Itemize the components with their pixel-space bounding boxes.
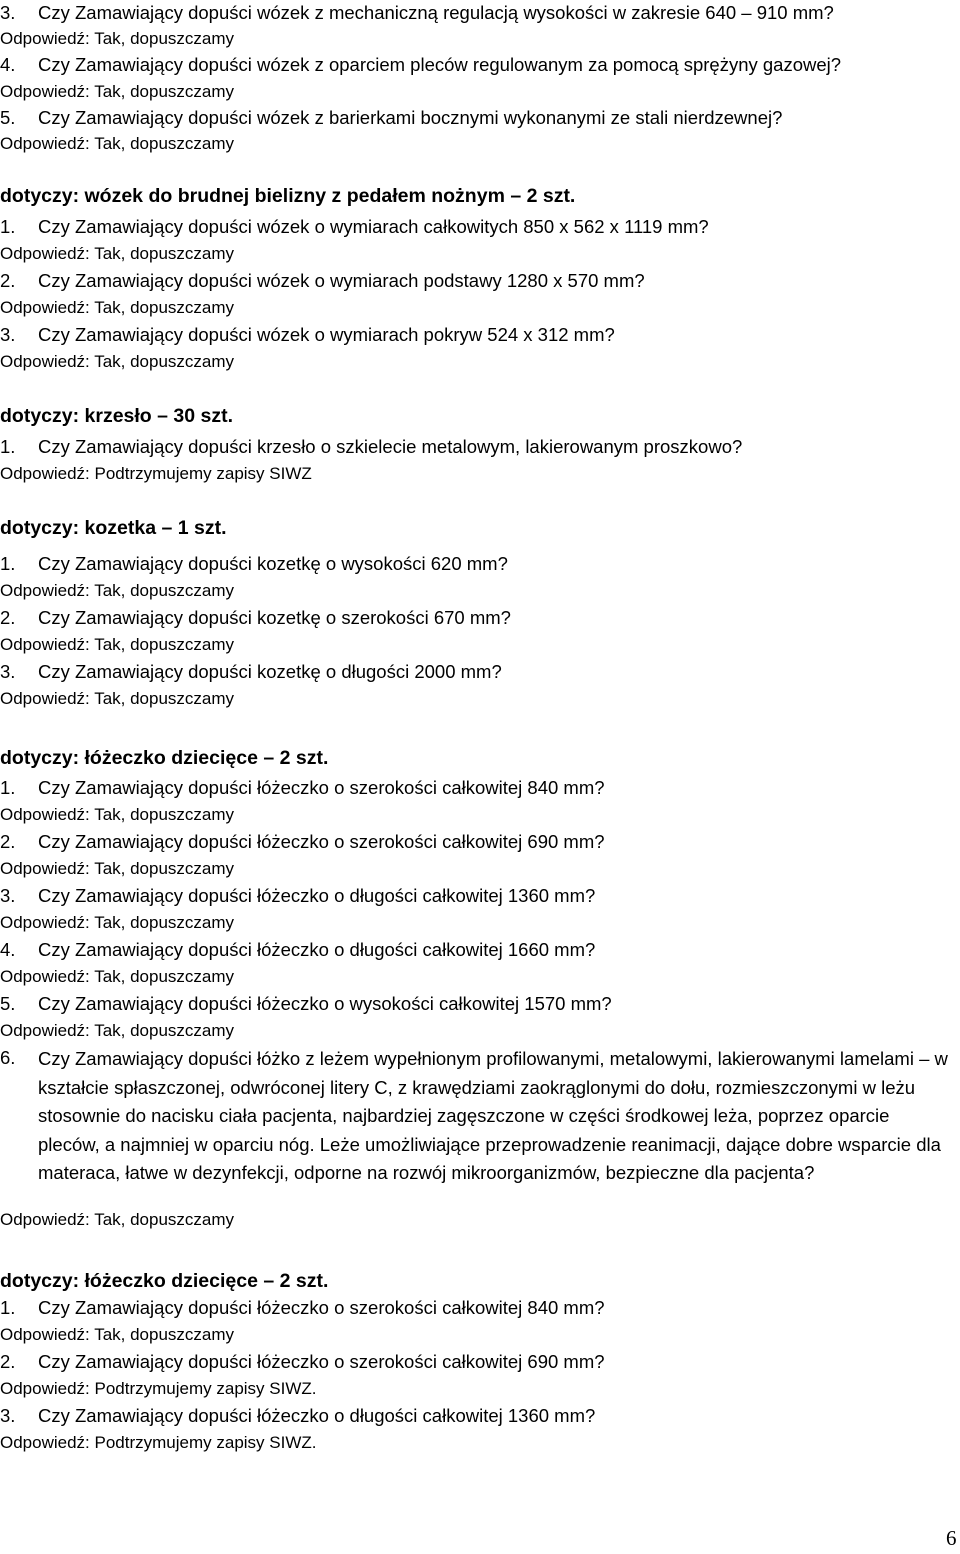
question-text: Czy Zamawiający dopuści krzesło o szkielecie metalowym, lakierowanym proszkowo? [38, 436, 743, 457]
question-number: 5. [0, 993, 16, 1014]
section-heading: dotyczy: kozetka – 1 szt. [0, 517, 227, 539]
question-text: Czy Zamawiający dopuści łóżeczko o szerokości całkowitej 840 mm? [38, 1297, 605, 1318]
question-line [0, 883, 595, 909]
question-number: 3. [0, 1405, 16, 1426]
answer-line: Odpowiedź: Tak, dopuszczamy [0, 805, 235, 824]
question-text: Czy Zamawiający dopuści wózek z oparciem pleców regulowanym za pomocą sprężyny gazowej? [38, 54, 842, 75]
question-text: Czy Zamawiający dopuści wózek z mechaniczną regulacją wysokości w zakresie 640 – 910 mm? [38, 2, 834, 23]
question-text: Czy Zamawiający dopuści łóżeczko o długości całkowitej 1360 mm? [38, 1405, 596, 1426]
question-text: Czy Zamawiający dopuści kozetkę o długości 2000 mm? [38, 661, 502, 682]
question-number: 4. [0, 54, 16, 75]
question-text: Czy Zamawiający dopuści kozetkę o wysokości 620 mm? [38, 553, 508, 574]
question-number: 1. [0, 216, 16, 237]
question-number: 2. [0, 607, 16, 628]
question-number: 1. [0, 436, 16, 457]
answer-line: Odpowiedź: Tak, dopuszczamy [0, 82, 235, 101]
answer-line: Odpowiedź: Tak, dopuszczamy [0, 859, 235, 878]
question-line [0, 1295, 605, 1321]
question-text: Czy Zamawiający dopuści wózek o wymiarach podstawy 1280 x 570 mm? [38, 270, 645, 291]
question-text: Czy Zamawiający dopuści wózek z barierkami bocznymi wykonanymi ze stali nierdzewnej? [38, 107, 783, 128]
question-text: Czy Zamawiający dopuści łóżeczko o szerokości całkowitej 690 mm? [38, 1351, 605, 1372]
question-line [0, 605, 511, 631]
question-line [0, 1349, 605, 1375]
answer-line: Odpowiedź: Tak, dopuszczamy [0, 913, 235, 932]
question-line [0, 434, 742, 460]
question-text: Czy Zamawiający dopuści wózek o wymiarach pokryw 524 x 312 mm? [38, 324, 615, 345]
question-line [0, 0, 834, 26]
section-heading: dotyczy: wózek do brudnej bielizny z pedałem nożnym – 2 szt. [0, 185, 576, 207]
question-line [0, 322, 615, 348]
question-text: Czy Zamawiający dopuści łóżeczko o szerokości całkowitej 690 mm? [38, 831, 605, 852]
question-line [0, 659, 502, 685]
answer-line: Odpowiedź: Tak, dopuszczamy [0, 1210, 235, 1229]
question-text: Czy Zamawiający dopuści wózek o wymiarach całkowitych 850 x 562 x 1119 mm? [38, 216, 709, 237]
page-number: 6 [946, 1526, 957, 1550]
answer-line: Odpowiedź: Podtrzymujemy zapisy SIWZ. [0, 1433, 317, 1452]
question-text: Czy Zamawiający dopuści łóżeczko o długości całkowitej 1660 mm? [38, 939, 596, 960]
answer-line: Odpowiedź: Tak, dopuszczamy [0, 635, 235, 654]
question-number: 3. [0, 885, 16, 906]
question-number: 1. [0, 1297, 16, 1318]
answer-line: Odpowiedź: Tak, dopuszczamy [0, 352, 235, 371]
section-heading: dotyczy: krzesło – 30 szt. [0, 405, 234, 427]
question-line [0, 1403, 595, 1429]
question-line [0, 775, 605, 801]
answer-line: Odpowiedź: Tak, dopuszczamy [0, 244, 235, 263]
question-number: 6. [0, 1047, 16, 1068]
question-text: Czy Zamawiający dopuści łóżeczko o długości całkowitej 1360 mm? [38, 885, 596, 906]
question-line [0, 829, 605, 855]
question-line [0, 105, 782, 131]
question-line [0, 991, 612, 1017]
question-text: Czy Zamawiający dopuści łóżeczko o szerokości całkowitej 840 mm? [38, 777, 605, 798]
question-number: 2. [0, 831, 16, 852]
question-text: Czy Zamawiający dopuści kozetkę o szerokości 670 mm? [38, 607, 511, 628]
answer-line: Odpowiedź: Tak, dopuszczamy [0, 1021, 235, 1040]
question-number: 4. [0, 939, 16, 960]
answer-line: Odpowiedź: Tak, dopuszczamy [0, 581, 235, 600]
question-line [0, 214, 709, 240]
answer-line: Odpowiedź: Podtrzymujemy zapisy SIWZ [0, 464, 312, 483]
question-number: 2. [0, 1351, 16, 1372]
question-number: 2. [0, 270, 16, 291]
answer-line: Odpowiedź: Tak, dopuszczamy [0, 689, 235, 708]
answer-line: Odpowiedź: Tak, dopuszczamy [0, 134, 235, 153]
question-number: 1. [0, 553, 16, 574]
question-number: 3. [0, 2, 16, 23]
question-text: Czy Zamawiający dopuści łóżko z leżem wypełnionym profilowanymi, metalowymi, lakierowanymi lamelami – w kształcie spłaszczonej, odwróconej litery C, z krawędziami zaokrąglonymi do dołu, rozmieszczonymi w leżu stosownie do nacisku ciała pacjenta, najbardziej zagęszczone w części środkowej leża, poprzez oparcie pleców, a najmniej w oparciu nóg. Leże umożliwiające przeprowadzenie reanimacji, dające dobre wsparcie dla materaca, łatwe w dezynfekcji, odporne na rozwój mikroorganizmów, bezpieczne dla pacjenta? [38, 1048, 948, 1183]
question-line [0, 551, 508, 577]
answer-line: Odpowiedź: Tak, dopuszczamy [0, 298, 235, 317]
question-number: 3. [0, 324, 16, 345]
answer-line: Odpowiedź: Tak, dopuszczamy [0, 29, 235, 48]
question-line [0, 268, 645, 294]
answer-line: Odpowiedź: Tak, dopuszczamy [0, 967, 235, 986]
answer-line: Odpowiedź: Podtrzymujemy zapisy SIWZ. [0, 1379, 317, 1398]
section-heading: dotyczy: łóżeczko dziecięce – 2 szt. [0, 1270, 329, 1292]
answer-line: Odpowiedź: Tak, dopuszczamy [0, 1325, 235, 1344]
question-number: 5. [0, 107, 16, 128]
question-line [0, 937, 595, 963]
section-heading: dotyczy: łóżeczko dziecięce – 2 szt. [0, 747, 329, 769]
question-line [0, 52, 841, 78]
question-number: 1. [0, 777, 16, 798]
question-number: 3. [0, 661, 16, 682]
question-text: Czy Zamawiający dopuści łóżeczko o wysokości całkowitej 1570 mm? [38, 993, 612, 1014]
